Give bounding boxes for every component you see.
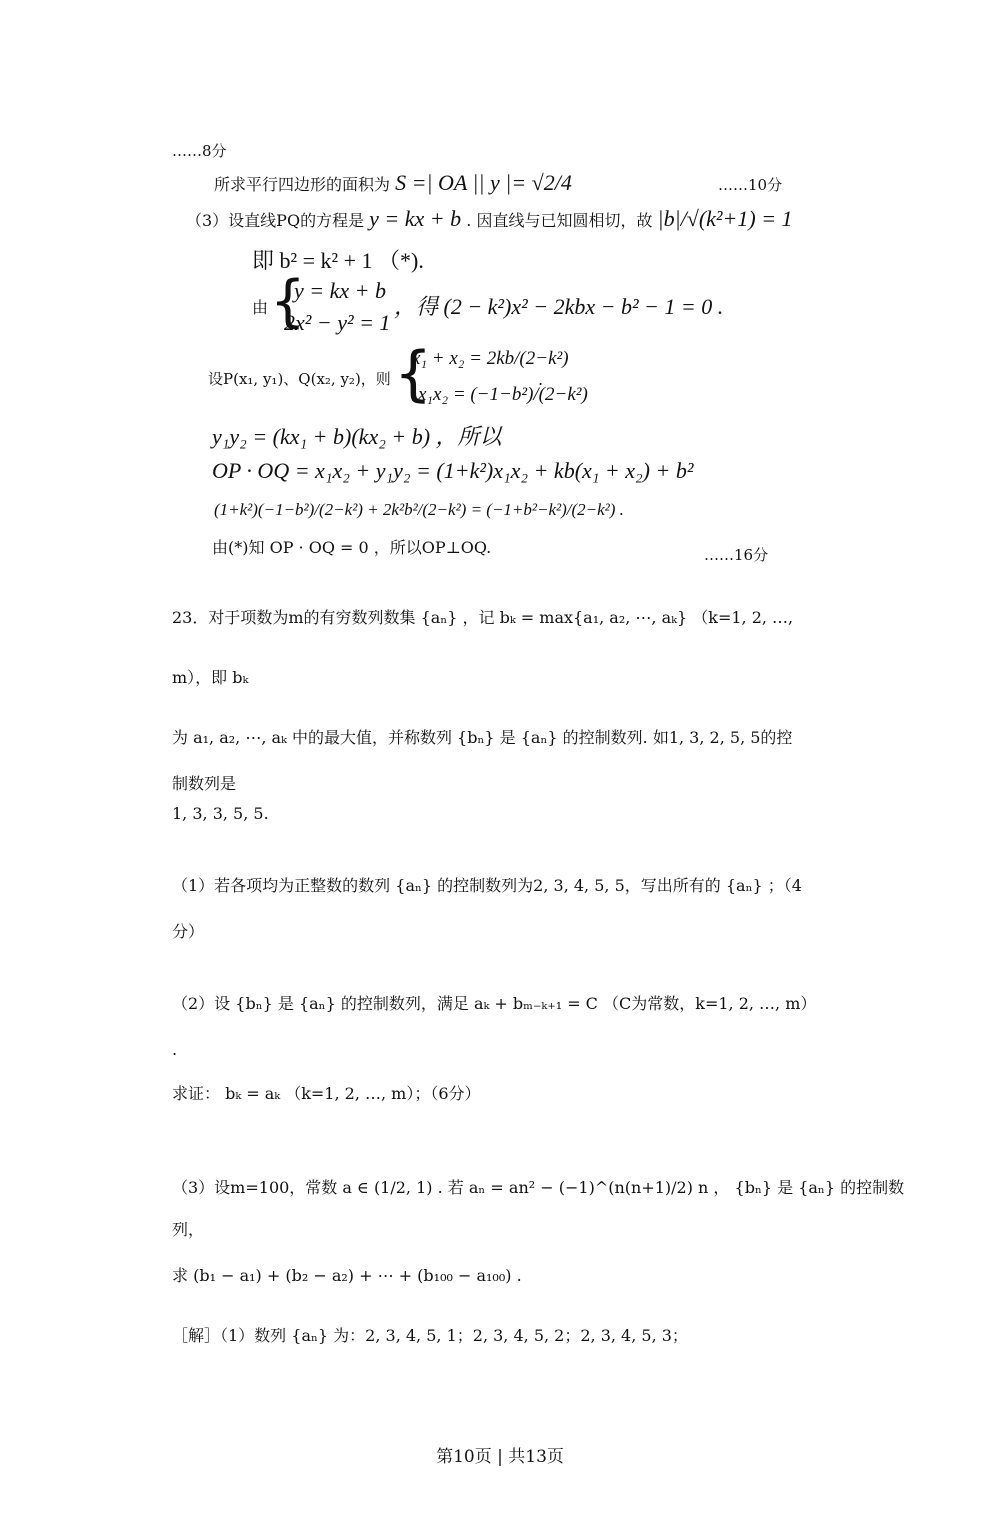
- star-eq: 即 b² = k² + 1 （*).: [252, 248, 424, 273]
- score-8: ……8分: [172, 142, 227, 160]
- system-prefix: 由: [252, 298, 269, 317]
- area-line: [214, 170, 572, 196]
- vieta-end: .: [538, 370, 544, 389]
- p3-tangent: |b|/√(k²+1) = 1: [657, 206, 793, 231]
- system-result: ，得 (2 − k²)x² − 2kbx − b² − 1 = 0 .: [394, 294, 724, 319]
- area-text: 所求平行四边形的面积为: [214, 175, 391, 194]
- q23-solution-1: ［解］（1）数列 {aₙ} 为：2, 3, 4, 5, 1；2, 3, 4, 5, 2；2, 3, 4, 5, 3；: [172, 1326, 688, 1345]
- left-brace-icon: {: [270, 269, 306, 334]
- dot-result: (1+k²)(−1−b²)/(2−k²) + 2k²b²/(2−k²) = (−1+b²−k²)/(2−k²) .: [214, 500, 624, 519]
- p3-eq: y = kx + b: [369, 206, 462, 231]
- dot-product: OP · OQ = x₁x₂ + y₁y₂ = (1+k²)x₁x₂ + kb(x₁ + x₂) + b²: [212, 458, 694, 483]
- conclusion: 由(*)知 OP · OQ = 0 ，所以OP⊥OQ.: [212, 538, 492, 557]
- q23-part2-1: （2）设 {bₙ} 是 {aₙ} 的控制数列，满足 aₖ + bₘ₋ₖ₊₁ = C （C为常数，k=1, 2, …, m）: [172, 994, 817, 1013]
- q23-stem-5: 1, 3, 3, 5, 5.: [172, 804, 269, 823]
- q23-stem-4: 制数列是: [172, 774, 237, 793]
- vieta-eq1: x₁ + x₂ = 2kb/(2−k²): [412, 348, 569, 369]
- score-16: ……16分: [704, 546, 769, 564]
- q23-part1-2: 分）: [172, 922, 205, 941]
- vieta-prefix: 设P(x₁, y₁)、Q(x₂, y₂)，则: [208, 370, 391, 388]
- p3-line: [186, 206, 793, 232]
- p3-intro: （3）设直线PQ的方程是: [186, 211, 365, 230]
- page-footer: 第10页 | 共13页: [436, 1447, 564, 1467]
- q23-part1-1: （1）若各项均为正整数的数列 {aₙ} 的控制数列为2, 3, 4, 5, 5，写出所有的 {aₙ} ；（4: [172, 876, 802, 895]
- system-eq1: y = kx + b: [294, 278, 386, 303]
- y-product: y₁y₂ = (kx₁ + b)(kx₂ + b) ，所以: [212, 424, 502, 449]
- vieta-eq2: x₁x₂ = (−1−b²)/(2−k²): [418, 384, 588, 405]
- q23-part3-1: （3）设m=100，常数 a ∈ (1/2, 1) . 若 aₙ = an² − (−1)^(n(n+1)/2) n ， {bₙ} 是 {aₙ} 的控制数: [172, 1178, 905, 1197]
- q23-stem-2: m），即 bₖ: [172, 668, 249, 687]
- q23-part3-3: 求 (b₁ − a₁) + (b₂ − a₂) + ⋯ + (b₁₀₀ − a₁₀₀) .: [172, 1266, 522, 1285]
- q23-stem-3: 为 a₁, a₂, ⋯, aₖ 中的最大值，并称数列 {bₙ} 是 {aₙ} 的控制数列. 如1, 3, 2, 5, 5的控: [172, 728, 793, 747]
- q23-part2-2: .: [172, 1040, 178, 1059]
- score-10: ……10分: [718, 176, 783, 194]
- p3-mid: . 因直线与已知圆相切，故: [466, 211, 653, 230]
- q23-part2-3: 求证： bₖ = aₖ （k=1, 2, …, m）；（6分）: [172, 1084, 481, 1103]
- area-formula: S =| OA || y |= √2/4: [395, 170, 572, 195]
- q23-part3-2: 列，: [172, 1220, 205, 1239]
- left-brace-icon: {: [394, 339, 433, 409]
- q23-stem-1: 23．对于项数为m的有穷数列数集 {aₙ} ，记 bₖ = max{a₁, a₂, ⋯, aₖ} （k=1, 2, …,: [172, 608, 794, 627]
- system-eq2: 2x² − y² = 1: [284, 310, 391, 335]
